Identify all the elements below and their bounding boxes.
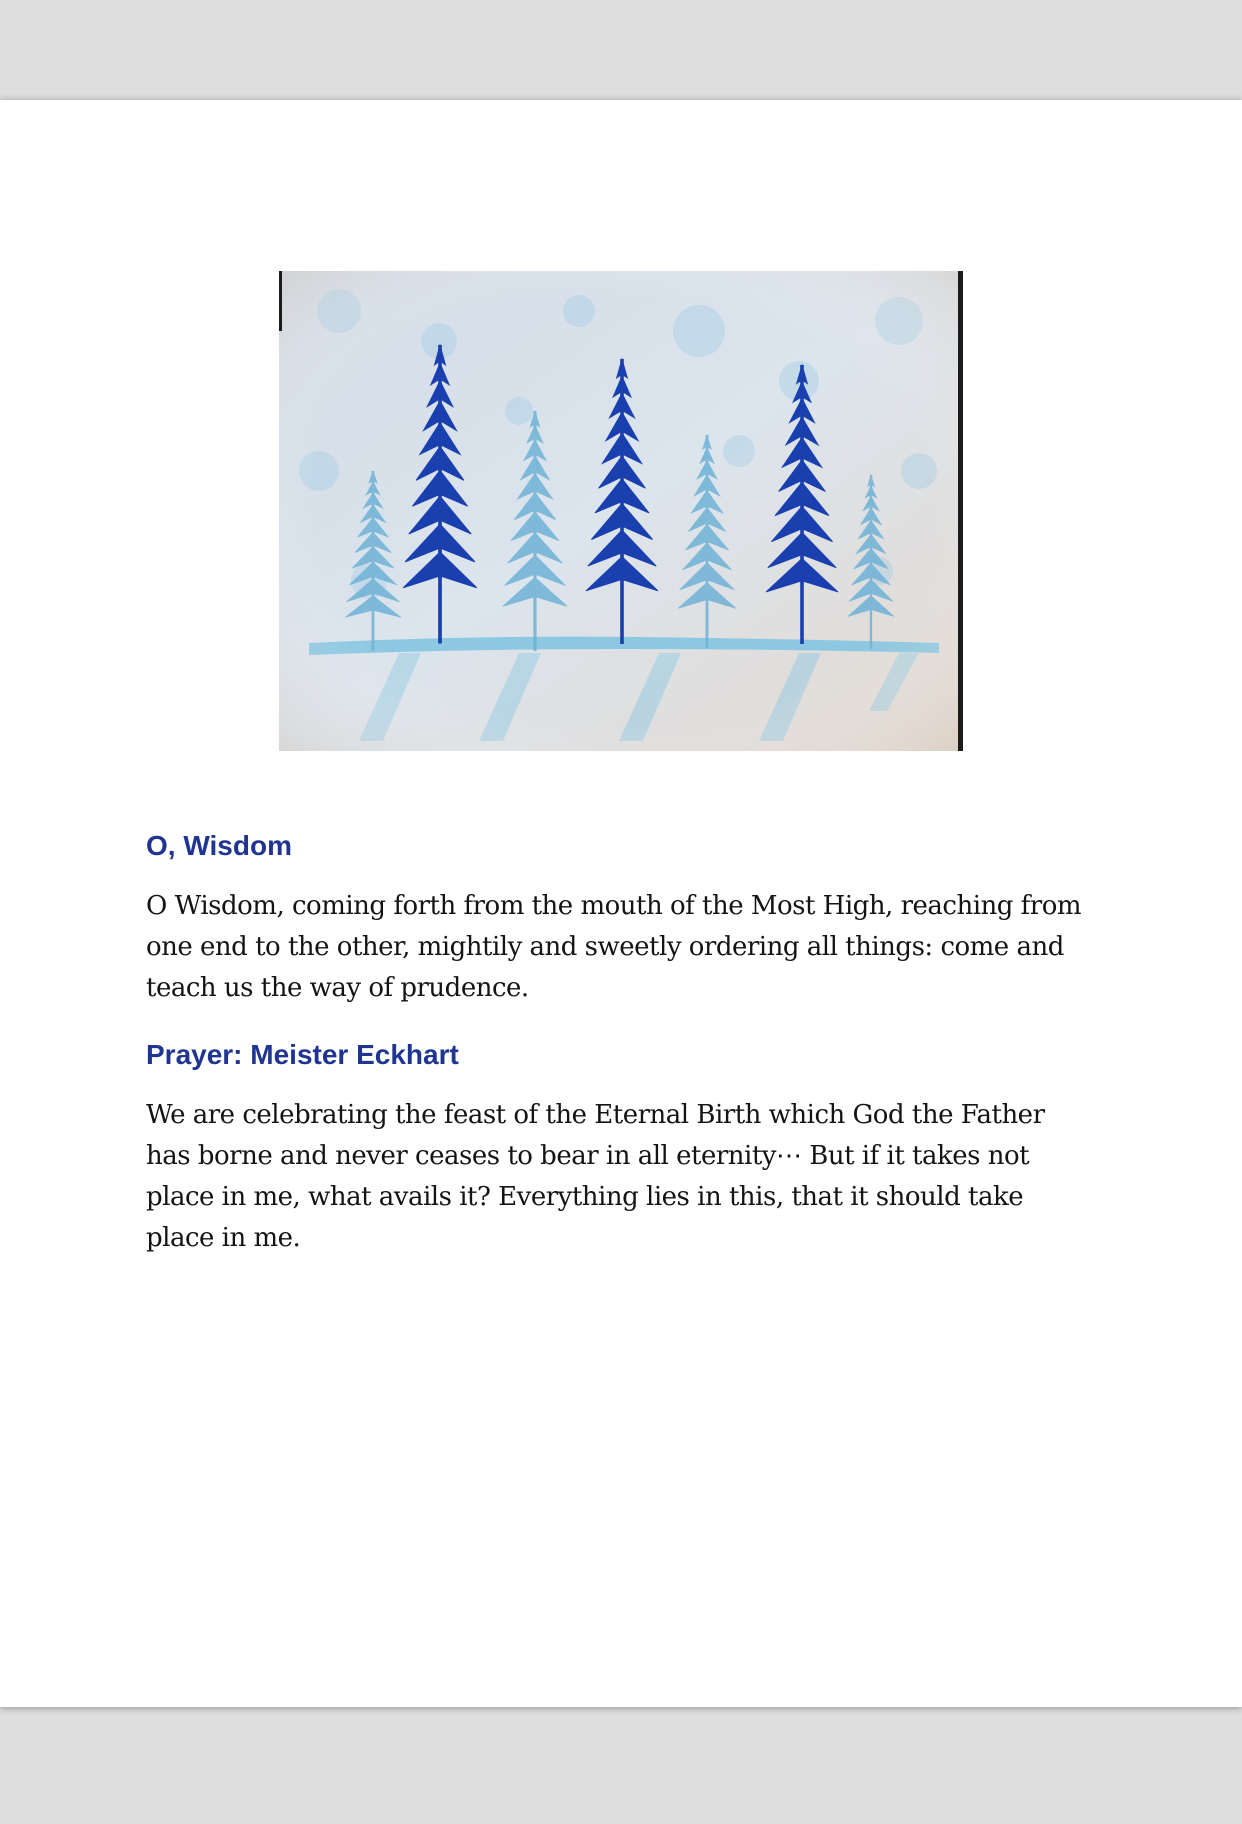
section-heading-prayer: Prayer: Meister Eckhart (146, 1039, 459, 1070)
document-page (0, 100, 1242, 1707)
section-body-prayer: We are celebrating the feast of the Eternal Birth which God the Father has borne and never ceases to bear in all eternity⋯ But if it takes not place in me, what avails it? Everything lies in this, that it should take place in me. (146, 1100, 1045, 1253)
watercolor-pine-trees-image (279, 271, 963, 751)
section-body-o-wisdom: O Wisdom, coming forth from the mouth of the Most High, reaching from one end to the other, mightily and sweetly ordering all things: come and teach us the way of prudence. (146, 891, 1082, 1003)
section-heading-o-wisdom: O, Wisdom (146, 830, 292, 861)
